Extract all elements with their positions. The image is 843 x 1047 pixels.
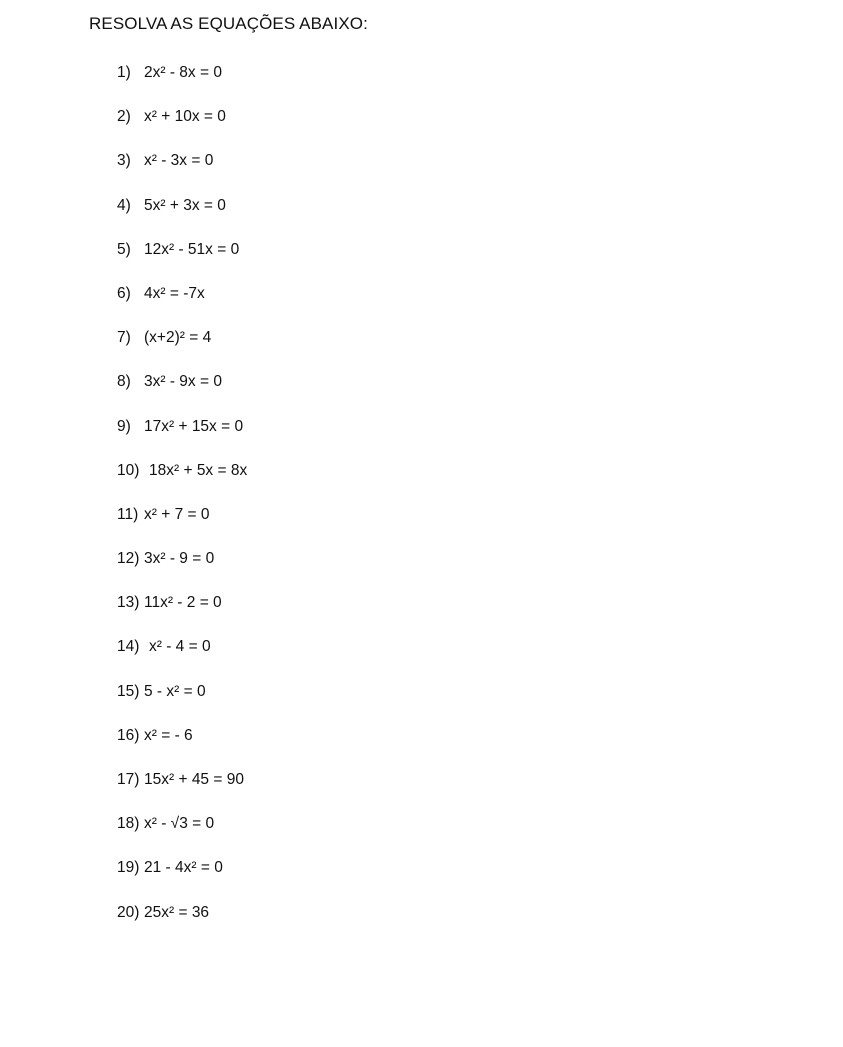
exercise-equation: 21 - 4x² = 0 [144,859,223,877]
exercise-item-17 [117,768,247,812]
exercise-item-4 [117,194,247,238]
exercise-equation: 12x² - 51x = 0 [144,240,240,258]
exercise-equation: x² + 10x = 0 [144,108,226,126]
exercise-number: 16) [117,726,140,744]
exercise-number: 2) [117,108,131,126]
exercise-item-10 [117,459,247,503]
exercise-number: 4) [117,196,131,214]
exercise-number: 20) [117,903,140,921]
exercise-equation: x² - 4 = 0 [149,638,211,656]
exercise-equation: 3x² - 9x = 0 [144,373,222,391]
exercise-equation: 2x² - 8x = 0 [144,64,222,81]
exercise-equation: 3x² - 9 = 0 [144,550,215,568]
exercise-item-16 [117,724,247,768]
exercise-equation: x² + 7 = 0 [144,505,210,523]
exercise-item-3 [117,149,247,193]
exercise-equation: 11x² - 2 = 0 [144,594,222,612]
exercise-number: 6) [117,284,131,302]
exercise-item-14 [117,635,247,679]
exercise-item-19 [117,856,247,900]
exercise-list [117,61,247,945]
worksheet-title: RESOLVA AS EQUAÇÕES ABAIXO: [89,14,368,33]
exercise-number: 19) [117,859,140,877]
exercise-item-12 [117,547,247,591]
exercise-number: 15) [117,682,140,700]
exercise-number: 9) [117,417,131,435]
exercise-item-20 [117,901,247,945]
exercise-item-9 [117,415,247,459]
exercise-item-5 [117,238,247,282]
exercise-item-2 [117,105,247,149]
exercise-item-8 [117,370,247,414]
exercise-number: 17) [117,771,140,788]
exercise-item-18 [117,812,247,856]
exercise-number: 14) [117,638,140,656]
exercise-equation: x² - √3 = 0 [144,815,215,833]
exercise-number: 8) [117,373,131,391]
exercise-equation: x² - 3x = 0 [144,152,214,170]
exercise-item-7 [117,326,247,370]
exercise-number: 7) [117,329,131,347]
exercise-item-11 [117,503,247,547]
exercise-equation: 15x² + 45 = 90 [144,771,244,788]
exercise-item-6 [117,282,247,326]
exercise-equation: 25x² = 36 [144,903,210,921]
exercise-number: 3) [117,152,131,170]
exercise-number: 11) [117,505,139,523]
exercise-equation: 17x² + 15x = 0 [144,417,244,435]
exercise-equation: 4x² = -7x [144,284,205,302]
exercise-item-1 [117,61,247,105]
exercise-equation: 5x² + 3x = 0 [144,196,226,214]
exercise-number: 10) [117,461,140,479]
exercise-number: 18) [117,815,140,833]
exercise-equation: 5 - x² = 0 [144,682,206,700]
exercise-number: 1) [117,64,131,81]
exercise-number: 5) [117,240,131,258]
exercise-item-15 [117,680,247,724]
exercise-number: 13) [117,594,140,612]
exercise-equation: x² = - 6 [144,726,193,744]
exercise-equation: (x+2)² = 4 [144,329,212,347]
exercise-equation: 18x² + 5x = 8x [149,461,248,479]
exercise-item-13 [117,591,247,635]
exercise-number: 12) [117,550,140,568]
